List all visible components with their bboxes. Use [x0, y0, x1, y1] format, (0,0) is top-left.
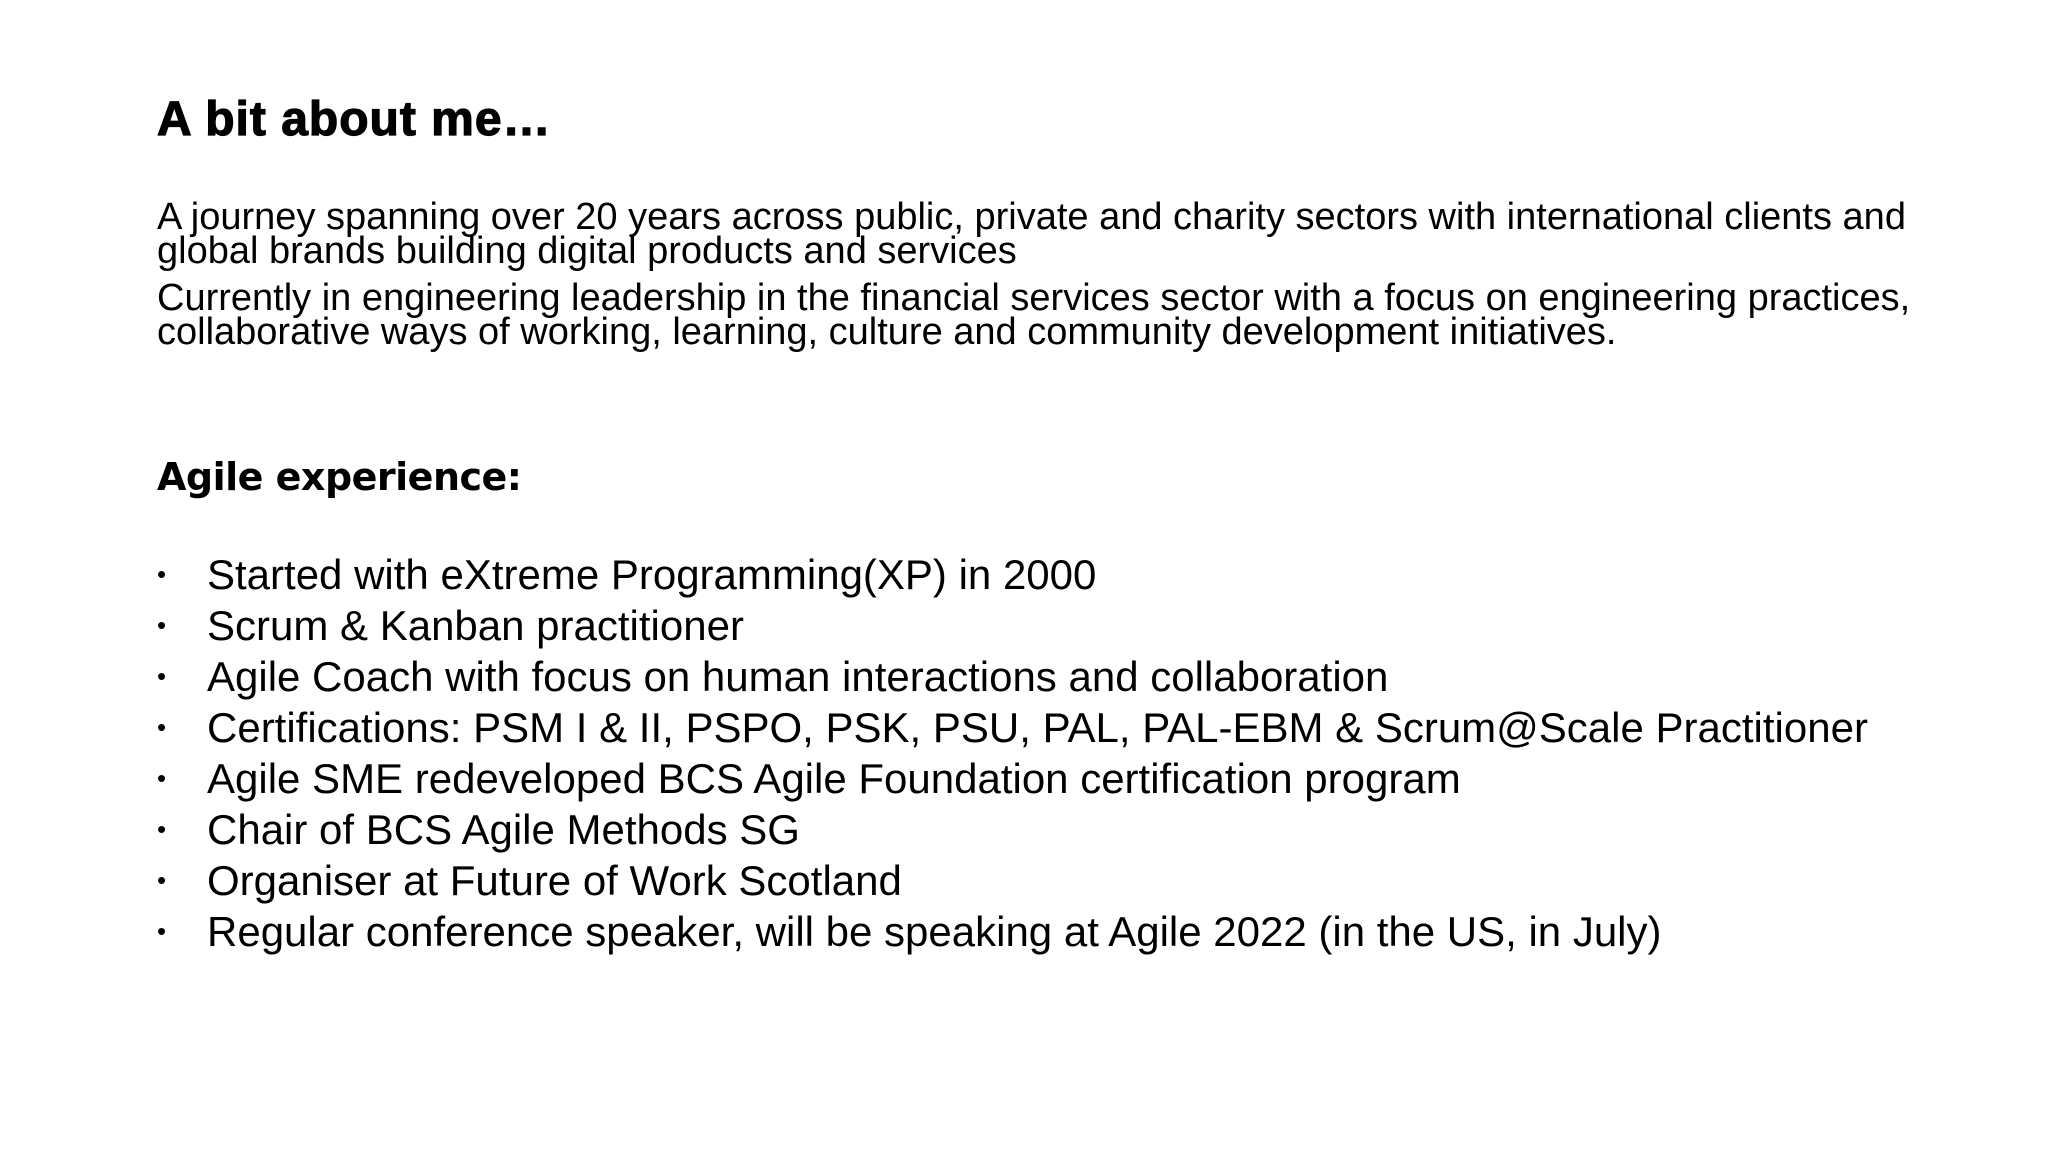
agile-experience-heading: Agile experience:: [157, 455, 522, 499]
list-item-text: Regular conference speaker, will be speaking at Agile 2022 (in the US, in July): [207, 908, 1662, 955]
bullet-icon: •: [157, 610, 167, 640]
list-item: [157, 806, 1957, 853]
list-item-text: Organiser at Future of Work Scotland: [207, 857, 902, 904]
list-item-text: Certifications: PSM I & II, PSPO, PSK, PSU, PAL, PAL-EBM & Scrum@Scale Practitioner: [207, 704, 1868, 751]
bullet-icon: •: [157, 712, 167, 742]
list-item-text: Scrum & Kanban practitioner: [207, 602, 744, 649]
bullet-icon: •: [157, 865, 167, 895]
intro-paragraph-2: Currently in engineering leadership in the financial services sector with a focus on engineering practices, collaborative ways of working, learning, culture and community development initiatives.: [157, 277, 1911, 353]
list-item: [157, 704, 1957, 751]
agile-experience-list: [157, 551, 1957, 964]
list-item-text: Agile SME redeveloped BCS Agile Foundation certification program: [207, 755, 1461, 802]
list-item-text: Chair of BCS Agile Methods SG: [207, 806, 800, 853]
bullet-icon: •: [157, 814, 167, 844]
bullet-icon: •: [157, 661, 167, 691]
bullet-icon: •: [157, 763, 167, 793]
bullet-icon: •: [157, 559, 167, 589]
slide-title: A bit about me…: [157, 93, 552, 146]
list-item: [157, 602, 1957, 649]
list-item: [157, 551, 1957, 598]
list-item: [157, 755, 1957, 802]
intro-text: [157, 196, 1917, 353]
bullet-icon: •: [157, 916, 167, 946]
list-item: [157, 857, 1957, 904]
list-item-text: Started with eXtreme Programming(XP) in 2000: [207, 551, 1097, 598]
list-item-text: Agile Coach with focus on human interactions and collaboration: [207, 653, 1389, 700]
intro-paragraph-1: A journey spanning over 20 years across public, private and charity sectors with international clients and global brands building digital products and services: [157, 196, 1906, 272]
list-item: [157, 908, 1957, 955]
list-item: [157, 653, 1957, 700]
